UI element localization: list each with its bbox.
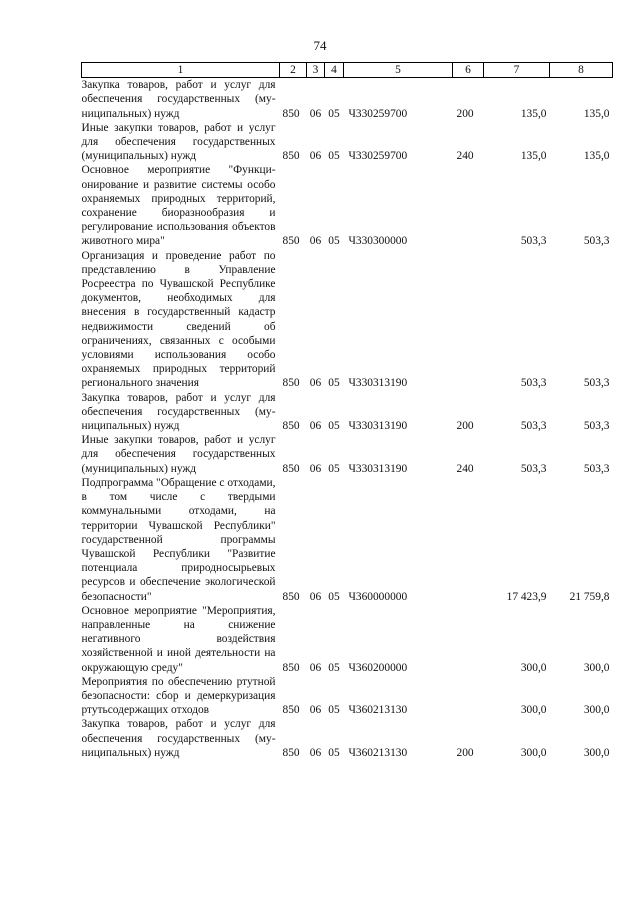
row-section: 06 bbox=[309, 107, 322, 120]
row-grbs: 850 bbox=[282, 590, 300, 603]
row-expense-type bbox=[453, 163, 484, 248]
row-expense-type: 200 bbox=[456, 746, 474, 759]
column-header: 3 bbox=[307, 63, 325, 78]
row-section: 06 bbox=[309, 590, 322, 603]
row-amount-year-1: 300,0 bbox=[520, 704, 547, 717]
row-expense-type bbox=[453, 675, 484, 718]
column-header: 6 bbox=[453, 63, 484, 78]
row-amount-year-2: 300,0 bbox=[583, 746, 610, 759]
row-name: Подпрограмма "Обращение с отходами, в том числе с твердыми коммунальными отходами, на территории Чувашской Республики" государственной программы Чувашской Республики "Развитие потенциала природносырьевых ресурсов и обеспечение экологической безопасности" bbox=[81, 476, 276, 603]
column-header: 5 bbox=[344, 63, 453, 78]
row-amount-year-2: 503,3 bbox=[583, 420, 610, 433]
row-amount-year-1: 503,3 bbox=[520, 235, 547, 248]
row-subsection: 05 bbox=[328, 420, 340, 433]
row-grbs: 850 bbox=[282, 420, 300, 433]
row-section: 06 bbox=[309, 462, 322, 475]
row-expense-type bbox=[453, 604, 484, 675]
row-subsection: 05 bbox=[328, 590, 340, 603]
row-name: Иные закупки товаров, работ и услуг для обеспечения государственных (муниципальных) нужд bbox=[81, 121, 276, 163]
table-row bbox=[82, 604, 613, 675]
row-grbs: 850 bbox=[282, 377, 300, 390]
row-amount-year-2: 135,0 bbox=[583, 150, 610, 163]
row-amount-year-2: 503,3 bbox=[583, 377, 610, 390]
row-amount-year-2: 300,0 bbox=[583, 704, 610, 717]
row-expense-type: 240 bbox=[456, 462, 474, 475]
row-expense-type: 240 bbox=[456, 150, 474, 163]
row-subsection: 05 bbox=[328, 704, 340, 717]
row-section: 06 bbox=[309, 704, 322, 717]
budget-table bbox=[81, 62, 613, 760]
row-amount-year-2: 503,3 bbox=[583, 235, 610, 248]
row-subsection: 05 bbox=[328, 377, 340, 390]
table-row bbox=[82, 433, 613, 476]
table-header-row bbox=[82, 63, 613, 78]
table-row bbox=[82, 717, 613, 760]
row-target-article: Ч330259700 bbox=[348, 150, 408, 163]
table-row bbox=[82, 249, 613, 391]
row-expense-type: 200 bbox=[456, 107, 474, 120]
row-expense-type bbox=[453, 476, 484, 604]
row-section: 06 bbox=[309, 150, 322, 163]
row-grbs: 850 bbox=[282, 462, 300, 475]
row-subsection: 05 bbox=[328, 235, 340, 248]
row-section: 06 bbox=[309, 420, 322, 433]
row-amount-year-2: 135,0 bbox=[583, 107, 610, 120]
row-target-article: Ч360200000 bbox=[348, 661, 408, 674]
row-amount-year-1: 300,0 bbox=[520, 661, 547, 674]
row-amount-year-2: 300,0 bbox=[583, 661, 610, 674]
row-amount-year-1: 503,3 bbox=[520, 462, 547, 475]
row-name: Мероприятия по обеспечению ртутной безопасности: сбор и демеркуризация ртутьсодержащих отходов bbox=[81, 675, 276, 717]
row-target-article: Ч330313190 bbox=[348, 420, 408, 433]
row-name: Основное мероприятие "Функционирование и развитие системы особо охраняемых природных территорий, сохранение биоразнообразия и регулирование использования объектов животного мира" bbox=[81, 164, 276, 248]
row-section: 06 bbox=[309, 746, 322, 759]
row-target-article: Ч330313190 bbox=[348, 462, 408, 475]
row-target-article: Ч360000000 bbox=[348, 590, 408, 603]
column-header: 1 bbox=[82, 63, 280, 78]
row-amount-year-1: 503,3 bbox=[520, 420, 547, 433]
row-name: Закупка товаров, работ и услуг для обеспечения государственных (муниципальных) нужд bbox=[81, 391, 276, 433]
row-grbs: 850 bbox=[282, 150, 300, 163]
row-name: Иные закупки товаров, работ и услуг для обеспечения государственных (муниципальных) нужд bbox=[81, 434, 276, 475]
row-amount-year-2: 503,3 bbox=[583, 462, 610, 475]
row-grbs: 850 bbox=[282, 661, 300, 674]
row-expense-type: 200 bbox=[456, 420, 474, 433]
row-amount-year-1: 503,3 bbox=[520, 377, 547, 390]
row-target-article: Ч360213130 bbox=[348, 746, 408, 759]
table-body bbox=[82, 78, 613, 760]
table-row bbox=[82, 391, 613, 434]
row-name: Основное мероприятие "Мероприятия, направленные на снижение негативного воздействия хозяйственной и иной деятельности на окружающую среду" bbox=[81, 604, 276, 674]
row-subsection: 05 bbox=[328, 107, 340, 120]
row-subsection: 05 bbox=[328, 150, 340, 163]
row-grbs: 850 bbox=[282, 704, 300, 717]
column-header: 4 bbox=[325, 63, 344, 78]
row-amount-year-2: 21 759,8 bbox=[569, 590, 610, 603]
row-subsection: 05 bbox=[328, 746, 340, 759]
table-row bbox=[82, 476, 613, 604]
row-subsection: 05 bbox=[328, 462, 340, 475]
row-amount-year-1: 135,0 bbox=[520, 150, 547, 163]
row-grbs: 850 bbox=[282, 235, 300, 248]
row-name: Закупка товаров, работ и услуг для обеспечения государственных (муниципальных) нужд bbox=[81, 718, 276, 759]
table-row bbox=[82, 163, 613, 248]
row-section: 06 bbox=[309, 235, 322, 248]
table-row bbox=[82, 78, 613, 121]
row-name: Организация и проведение работ по представлению в Управление Росреестра по Чувашской Республике документов, необходимых для внесения в государственный кадастр недвижимости сведений об ограничениях, связанных с особыми условиями использования особо охраняемых природных территорий регионального значения bbox=[81, 249, 276, 390]
row-grbs: 850 bbox=[282, 107, 300, 120]
row-amount-year-1: 17 423,9 bbox=[506, 590, 547, 603]
row-section: 06 bbox=[309, 661, 322, 674]
row-target-article: Ч330259700 bbox=[348, 107, 408, 120]
table-row bbox=[82, 121, 613, 164]
row-subsection: 05 bbox=[328, 661, 340, 674]
row-grbs: 850 bbox=[282, 746, 300, 759]
row-amount-year-1: 135,0 bbox=[520, 107, 547, 120]
row-target-article: Ч330300000 bbox=[348, 235, 408, 248]
table-row bbox=[82, 675, 613, 718]
column-header: 2 bbox=[280, 63, 307, 78]
row-name: Закупка товаров, работ и услуг для обеспечения государственных (муниципальных) нужд bbox=[81, 79, 276, 120]
row-target-article: Ч360213130 bbox=[348, 704, 408, 717]
column-header: 8 bbox=[550, 63, 613, 78]
row-section: 06 bbox=[309, 377, 322, 390]
row-expense-type bbox=[453, 249, 484, 391]
row-target-article: Ч330313190 bbox=[348, 377, 408, 390]
page-number: 74 bbox=[313, 38, 327, 53]
column-header: 7 bbox=[484, 63, 550, 78]
row-amount-year-1: 300,0 bbox=[520, 746, 547, 759]
